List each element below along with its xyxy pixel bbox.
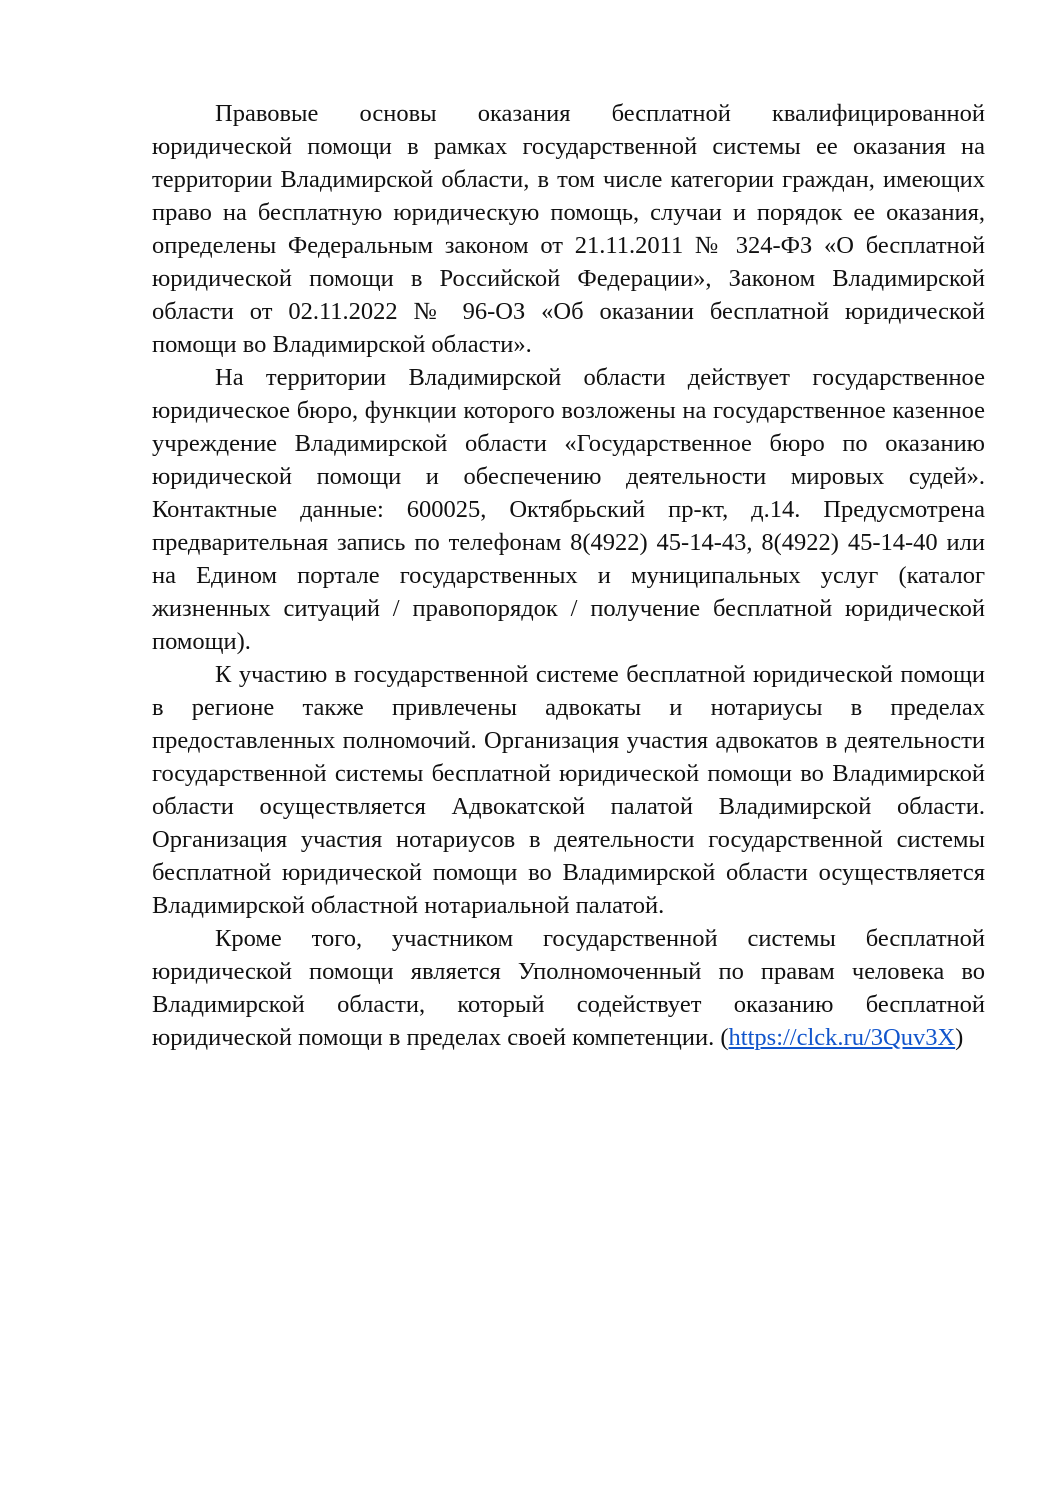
paragraph-legal-basis: Правовые основы оказания бесплатной квалифицированной юридической помощи в рамках государственной системы ее оказания на территории Владимирской области, в том числе категории граждан, имеющих право на бесплатную юридическую помощь, случаи и порядок ее оказания, определены Федеральным законом от 21.11.2011 № 324-ФЗ «О бесплатной юридической помощи в Российской Федерации», Законом Владимирской области от 02.11.2022 № 96-ОЗ «Об оказании бесплатной юридической помощи во Владимирской области». <box>152 100 985 358</box>
document-page <box>152 97 985 1054</box>
closing-paren: ) <box>955 1024 964 1051</box>
paragraph-ombudsman <box>152 922 985 1054</box>
paragraph-legal-bureau: На территории Владимирской области действует государственное юридическое бюро, функции которого возложены на государственное казенное учреждение Владимирской области «Государственное бюро по оказанию юридической помощи и обеспечению деятельности мировых судей». Контактные данные: 600025, Октябрьский пр-кт, д.14. Предусмотрена предварительная запись по телефонам 8(4922) 45-14-43, 8(4922) 45-14-40 или на Едином портале государственных и муниципальных услуг (каталог жизненных ситуаций / правопорядок / получение бесплатной юридической помощи). <box>152 364 985 655</box>
paragraph-lawyers-notaries: К участию в государственной системе бесплатной юридической помощи в регионе также привлечены адвокаты и нотариусы в пределах предоставленных полномочий. Организация участия адвокатов в деятельности государственной системы бесплатной юридической помощи во Владимирской области осуществляется Адвокатской палатой Владимирской области. Организация участия нотариусов в деятельности государственной системы бесплатной юридической помощи во Владимирской области осуществляется Владимирской областной нотариальной палатой. <box>152 661 985 919</box>
source-link[interactable]: https://clck.ru/3Quv3X <box>728 1024 956 1051</box>
paragraph-ombudsman-text: Кроме того, участником государственной системы бесплатной юридической помощи является Уполномоченный по правам человека во Владимирской области, который содействует оказанию бесплатной юридической помощи в пределах своей компетенции. ( <box>152 925 985 1051</box>
